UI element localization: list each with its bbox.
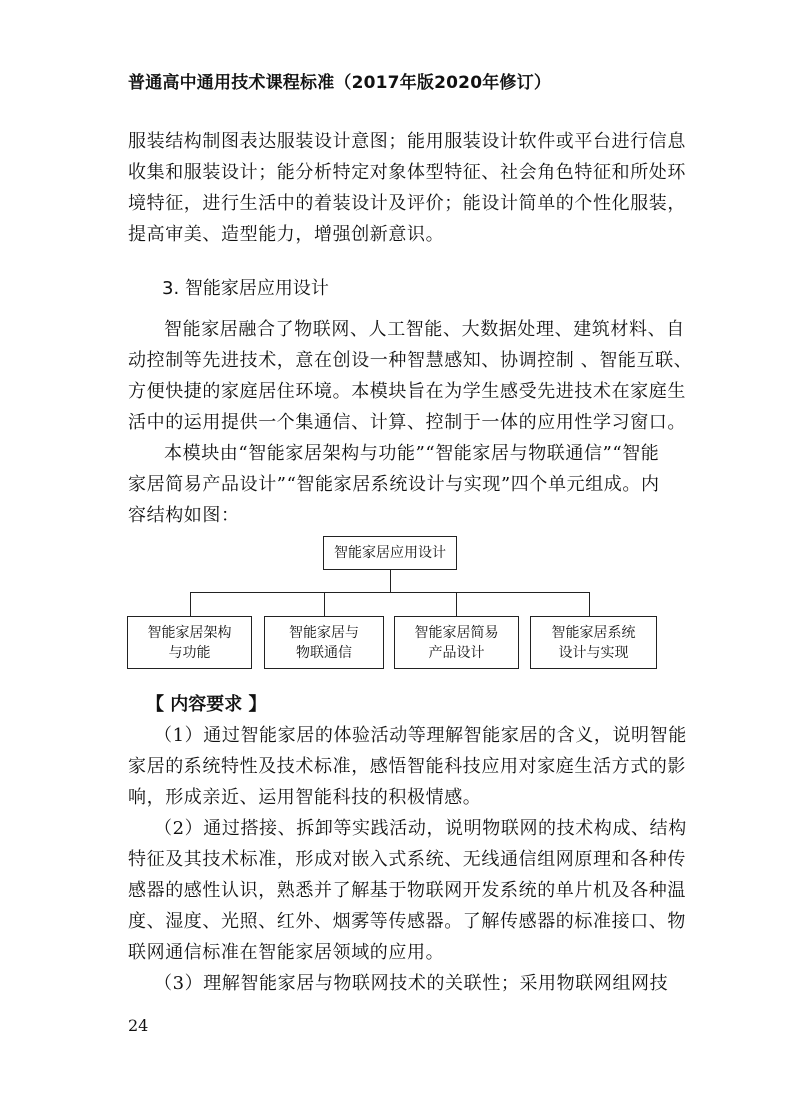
text-line: （1）通过智能家居的体验活动等理解智能家居的含义，说明智能 xyxy=(154,725,687,746)
unit-label-line2: 设计与实现 xyxy=(558,644,629,661)
text-line: 提高审美、造型能力，增强创新意识。 xyxy=(128,224,445,245)
text-line: 响，形成亲近、运用智能科技的积极情感。 xyxy=(128,787,482,808)
requirement-item-1 xyxy=(128,720,687,813)
unit-label-line2: 产品设计 xyxy=(428,644,485,661)
intro-paragraph xyxy=(128,126,686,250)
text-line: 度、湿度、光照、红外、烟雾等传感器。了解传感器的标准接口、物 xyxy=(128,911,686,932)
text-line: 本模块由“智能家居架构与功能”“智能家居与物联通信”“智能 xyxy=(164,443,660,464)
section-heading: 3. 智能家居应用设计 xyxy=(162,278,329,299)
requirements-heading: 【 内容要求 】 xyxy=(146,694,267,715)
connector-drop xyxy=(190,592,191,616)
unit-label-line1: 智能家居简易 xyxy=(414,624,499,641)
connector-drop xyxy=(324,592,325,616)
text-line: 动控制等先进技术，意在创设一种智慧感知、协调控制 、智能互联、 xyxy=(128,350,693,371)
running-header: 普通高中通用技术课程标准（2017年版2020年修订） xyxy=(128,73,552,93)
unit-label-line2: 与功能 xyxy=(168,644,211,661)
text-line: （2）通过搭接、拆卸等实践活动，说明物联网的技术构成、结构 xyxy=(154,818,687,839)
text-line: 联网通信标准在智能家居领域的应用。 xyxy=(128,942,445,963)
diagram-unit-box xyxy=(394,616,519,669)
text-line: 服装结构制图表达服装设计意图；能用服装设计软件或平台进行信息 xyxy=(128,131,686,152)
text-line: 活中的运用提供一个集通信、计算、控制于一体的应用性学习窗口。 xyxy=(128,412,686,433)
paragraph-overview xyxy=(128,314,693,438)
diagram-unit-box xyxy=(127,616,252,669)
text-line: （3）理解智能家居与物联网技术的关联性；采用物联网组网技 xyxy=(154,973,669,994)
unit-label-line1: 智能家居系统 xyxy=(551,624,636,641)
text-line: 方便快捷的家庭居住环境。本模块旨在为学生感受先进技术在家庭生 xyxy=(128,381,686,402)
text-line: 境特征，进行生活中的着装设计及评价；能设计简单的个性化服装， xyxy=(128,193,686,214)
text-line: 容结构如图： xyxy=(128,505,240,526)
text-line: 家居简易产品设计”“智能家居系统设计与实现”四个单元组成。内 xyxy=(128,474,660,495)
diagram-unit-box xyxy=(264,616,384,669)
requirement-item-2 xyxy=(128,813,687,968)
text-line: 特征及其技术标准，形成对嵌入式系统、无线通信组网原理和各种传 xyxy=(128,849,686,870)
unit-label-line2: 物联通信 xyxy=(296,644,352,661)
text-line: 家居的系统特性及技术标准，感悟智能科技应用对家庭生活方式的影 xyxy=(128,756,686,777)
unit-label-line1: 智能家居架构 xyxy=(147,624,232,641)
connector-drop xyxy=(589,592,590,616)
paragraph-units xyxy=(128,438,676,531)
unit-label-line1: 智能家居与 xyxy=(289,624,359,641)
page-number: 24 xyxy=(128,1016,149,1035)
connector-drop xyxy=(456,592,457,616)
requirement-item-3 xyxy=(128,968,676,999)
text-line: 智能家居融合了物联网、人工智能、大数据处理、建筑材料、自 xyxy=(164,319,685,340)
connector-horizontal xyxy=(190,592,590,593)
connector-vertical xyxy=(390,570,391,592)
text-line: 感器的感性认识，熟悉并了解基于物联网开发系统的单片机及各种温 xyxy=(128,880,686,901)
diagram-root-box: 智能家居应用设计 xyxy=(323,536,457,570)
text-line: 收集和服装设计；能分析特定对象体型特征、社会角色特征和所处环 xyxy=(128,162,686,183)
diagram-unit-box xyxy=(530,616,657,669)
